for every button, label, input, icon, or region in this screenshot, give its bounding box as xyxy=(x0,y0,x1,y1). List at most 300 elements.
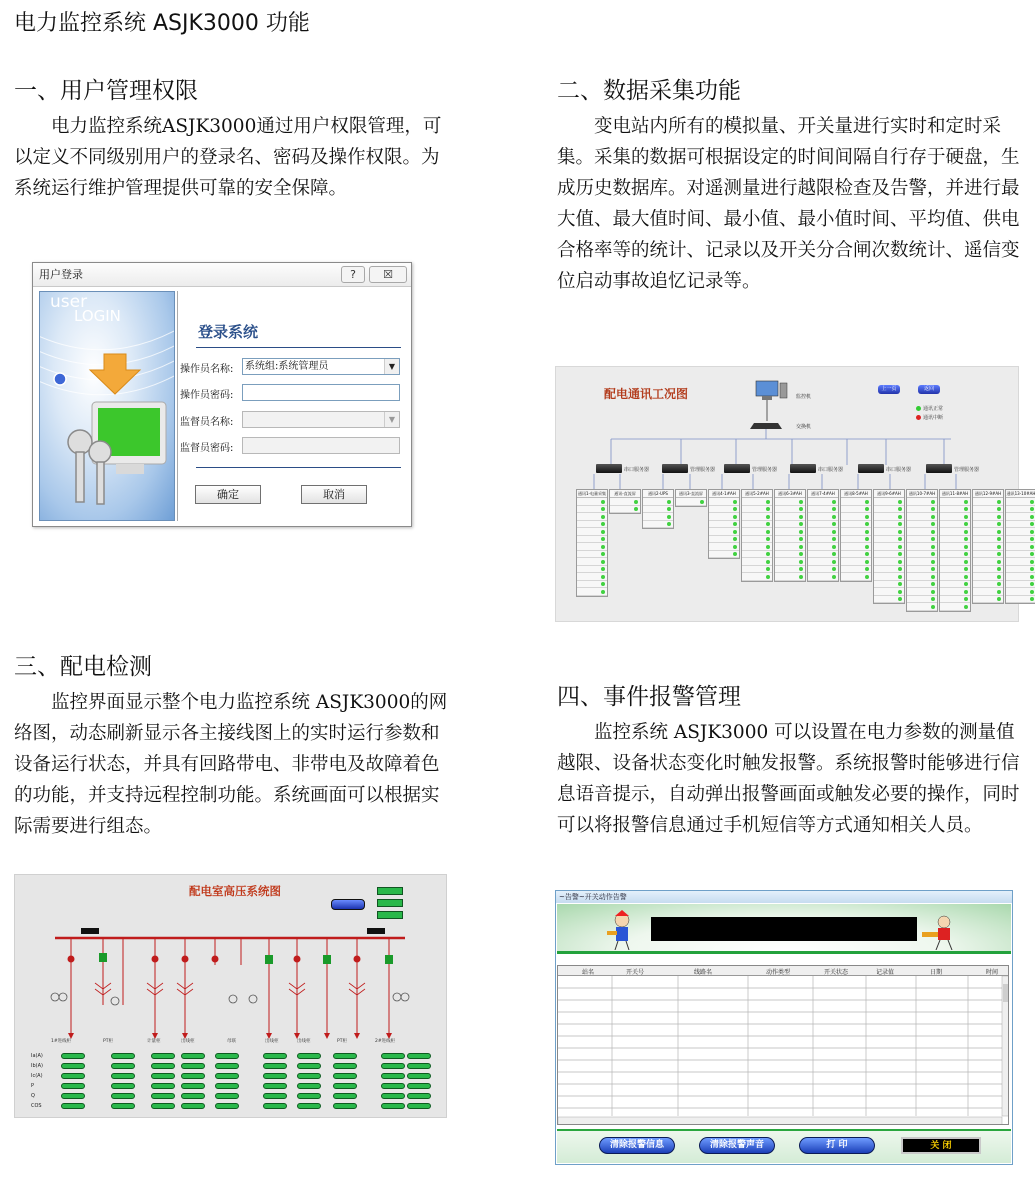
comm-device-row xyxy=(841,521,871,529)
alarm-table[interactable] xyxy=(557,965,1009,1125)
hv-value-pill xyxy=(407,1083,431,1089)
comm-device-row xyxy=(775,506,805,514)
section4-paragraph: 监控系统 ASJK3000 可以设置在电力参数的测量值越限、设备状态变化时触发报警。系统报警时能够进行信息语音提示，自动弹出报警画面或触发必要的操作，同时可以将报警信息通过手机短信等方式通知相关人员。 xyxy=(557,722,1020,836)
comm-device-row xyxy=(907,558,937,566)
comm-device-row xyxy=(1006,573,1035,581)
comm-device-row xyxy=(742,551,772,559)
comm-device-row xyxy=(841,498,871,506)
section2-heading: 二、数据采集功能 xyxy=(557,78,741,104)
gateway-1 xyxy=(596,464,622,473)
comm-device-row xyxy=(577,566,607,574)
gateway-label: 管理服务器 xyxy=(690,467,716,473)
comm-column-header: 通讯5-2#AH xyxy=(742,490,772,498)
section1-heading: 一、用户管理权限 xyxy=(14,78,198,104)
comm-device-row xyxy=(907,536,937,544)
comm-device-row xyxy=(1006,566,1035,574)
hv-value-pill xyxy=(151,1093,175,1099)
comm-device-row xyxy=(874,528,904,536)
comm-device-row xyxy=(907,521,937,529)
hv-row-label: COS xyxy=(31,1103,42,1109)
comm-device-row xyxy=(973,588,1003,596)
hv-value-pill xyxy=(297,1073,321,1079)
comm-device-column xyxy=(675,489,707,507)
comm-device-row xyxy=(907,528,937,536)
login-heading: 登录系统 xyxy=(198,323,259,341)
comm-device-row xyxy=(1006,558,1035,566)
comm-column-header: 通讯-直流屏 xyxy=(610,490,640,498)
hv-value-pill xyxy=(333,1083,357,1089)
comm-device-row xyxy=(709,506,739,514)
hv-row-label: Ia(A) xyxy=(31,1053,43,1059)
comm-device-row xyxy=(907,513,937,521)
hv-value-pill xyxy=(215,1103,239,1109)
comm-device-row xyxy=(643,521,673,529)
comm-device-row xyxy=(742,543,772,551)
legend-normal-label: 通讯正常 xyxy=(923,406,944,412)
hv-title: 配电室高压系统图 xyxy=(189,884,281,898)
comm-device-row xyxy=(577,573,607,581)
gateway-label: 串口服务器 xyxy=(886,467,912,473)
comm-switch-label: 交换机 xyxy=(796,424,812,430)
gateway-label: 串口服务器 xyxy=(818,467,844,473)
comm-device-row xyxy=(1006,536,1035,544)
chevron-down-icon[interactable]: ▼ xyxy=(384,412,399,427)
hv-column-label: 母联 xyxy=(227,1039,236,1044)
comm-device-row xyxy=(907,596,937,604)
operator-name-label: 操作员名称: xyxy=(180,364,234,375)
comm-device-row xyxy=(973,513,1003,521)
comm-device-row xyxy=(709,528,739,536)
comm-device-row xyxy=(940,588,970,596)
section3-paragraph: 监控界面显示整个电力监控系统 ASJK3000的网络图，动态刷新显示各主接线图上的实时运行参数和设备运行状态，并具有回路带电、非带电及故障着色的功能，并支持远程控制功能。系统画面可以根据实际需要进行组态。 xyxy=(14,692,448,837)
comm-device-column xyxy=(906,489,938,612)
comm-device-row xyxy=(577,498,607,506)
hv-value-pill xyxy=(151,1063,175,1069)
comm-device-row xyxy=(973,596,1003,604)
hv-column-label: 1#进线柜 xyxy=(51,1039,72,1044)
hv-value-pill xyxy=(181,1103,205,1109)
gateway-label: 管理服务器 xyxy=(954,467,980,473)
hv-value-pill xyxy=(263,1083,287,1089)
comm-device-row xyxy=(709,536,739,544)
clear-alarm-sound-button[interactable]: 清除报警声音 xyxy=(699,1137,775,1154)
hv-value-pill xyxy=(297,1063,321,1069)
section3-text xyxy=(14,687,448,842)
comm-device-row xyxy=(742,498,772,506)
comm-device-row xyxy=(940,558,970,566)
hv-value-pill xyxy=(263,1063,287,1069)
comm-device-row xyxy=(742,558,772,566)
comm-device-row xyxy=(775,566,805,574)
comm-column-header: 通讯8-5#AH xyxy=(841,490,871,498)
comm-device-row xyxy=(940,506,970,514)
comm-device-row xyxy=(874,536,904,544)
hv-value-pill xyxy=(297,1093,321,1099)
hv-value-pill xyxy=(111,1083,135,1089)
comm-device-row xyxy=(907,498,937,506)
login-titlebar xyxy=(33,263,411,287)
hv-value-pill xyxy=(333,1073,357,1079)
hv-value-pill xyxy=(333,1103,357,1109)
legend-fault-label: 通讯中断 xyxy=(923,415,944,421)
section2-text xyxy=(557,111,1022,297)
hv-row-label: P xyxy=(31,1083,35,1089)
comm-title: 配电通讯工况图 xyxy=(604,387,689,401)
hv-value-pill xyxy=(61,1083,85,1089)
comm-device-row xyxy=(874,558,904,566)
alarm-col-header: 开关状态 xyxy=(824,969,849,976)
comm-device-row xyxy=(1006,551,1035,559)
hv-column-label: PT柜 xyxy=(337,1039,347,1044)
section4-heading: 四、事件报警管理 xyxy=(557,684,741,710)
comm-device-column xyxy=(939,489,971,612)
comm-pc-label: 监控机 xyxy=(796,394,812,400)
hv-value-pill xyxy=(61,1073,85,1079)
gateway-2 xyxy=(662,464,688,473)
comm-device-row xyxy=(577,528,607,536)
comm-device-row xyxy=(973,566,1003,574)
comm-device-row xyxy=(775,543,805,551)
hv-value-pill xyxy=(111,1073,135,1079)
hv-value-pill xyxy=(181,1083,205,1089)
alarm-window-title: ~告警~开关动作告警 xyxy=(556,891,1012,903)
comm-device-row xyxy=(940,573,970,581)
supervisor-password-input[interactable] xyxy=(242,437,400,454)
comm-device-row xyxy=(808,551,838,559)
comm-device-row xyxy=(1006,581,1035,589)
hv-value-pill xyxy=(333,1093,357,1099)
login-divider-top xyxy=(196,347,401,348)
comm-device-row xyxy=(775,498,805,506)
hv-value-pill xyxy=(381,1083,405,1089)
comm-device-row xyxy=(808,513,838,521)
comm-device-row xyxy=(841,513,871,521)
close-alarm-button[interactable]: 关 闭 xyxy=(901,1137,981,1154)
comm-device-row xyxy=(808,506,838,514)
comm-device-row xyxy=(907,573,937,581)
hv-value-pill xyxy=(407,1073,431,1079)
comm-device-row xyxy=(577,536,607,544)
hv-value-pill xyxy=(61,1093,85,1099)
gateway-5 xyxy=(858,464,884,473)
alarm-footer xyxy=(557,1129,1011,1163)
comm-column-header: 通讯1-电量采集 xyxy=(578,491,606,496)
comm-device-row xyxy=(610,506,640,514)
hv-value-pill xyxy=(61,1053,85,1059)
comm-device-row xyxy=(808,521,838,529)
hv-value-pill xyxy=(151,1053,175,1059)
hv-value-pill xyxy=(333,1063,357,1069)
hv-value-pill xyxy=(61,1063,85,1069)
comm-device-row xyxy=(874,573,904,581)
alarm-col-header: 动作类型 xyxy=(766,969,791,976)
print-button[interactable]: 打 印 xyxy=(799,1137,875,1154)
comm-device-row xyxy=(808,543,838,551)
comm-device-row xyxy=(874,588,904,596)
hv-value-pill xyxy=(111,1053,135,1059)
gateway-label: 管理服务器 xyxy=(752,467,778,473)
comm-device-row xyxy=(1006,596,1035,604)
alarm-clown-left-icon xyxy=(607,910,637,950)
comm-device-row xyxy=(577,543,607,551)
comm-device-row xyxy=(676,498,706,506)
comm-device-row xyxy=(940,543,970,551)
alarm-col-header: 线路名 xyxy=(694,969,713,976)
comm-device-row xyxy=(940,536,970,544)
comm-device-row xyxy=(577,506,607,514)
comm-device-row xyxy=(808,498,838,506)
comm-column-header: 通讯12-9#AH xyxy=(974,491,1002,496)
hv-column-label: 出线柜 xyxy=(181,1039,195,1044)
comm-device-row xyxy=(907,543,937,551)
hv-value-pill xyxy=(407,1053,431,1059)
hv-row-label: Q xyxy=(31,1093,35,1099)
comm-device-row xyxy=(577,581,607,589)
comm-device-row xyxy=(973,551,1003,559)
hv-row-label: Ic(A) xyxy=(31,1073,43,1079)
comm-device-column xyxy=(708,489,740,559)
alarm-col-header: 开关号 xyxy=(626,969,645,976)
comm-device-row xyxy=(874,506,904,514)
hv-value-pill xyxy=(215,1083,239,1089)
comm-device-row xyxy=(907,588,937,596)
comm-device-row xyxy=(841,558,871,566)
comm-device-row xyxy=(808,528,838,536)
close-icon[interactable]: ☒ xyxy=(369,266,407,283)
comm-device-row xyxy=(874,566,904,574)
comm-device-row xyxy=(1006,528,1035,536)
login-dialog xyxy=(32,262,412,527)
help-icon[interactable]: ? xyxy=(341,266,365,283)
comm-device-row xyxy=(775,513,805,521)
hv-value-pill xyxy=(111,1103,135,1109)
alarm-col-header: 记录值 xyxy=(876,969,895,976)
comm-device-row xyxy=(973,528,1003,536)
hv-value-pill xyxy=(407,1063,431,1069)
hv-value-pill xyxy=(381,1053,405,1059)
hv-value-pill xyxy=(297,1103,321,1109)
comm-device-row xyxy=(742,536,772,544)
hv-value-pill xyxy=(181,1053,205,1059)
operator-password-label: 操作员密码: xyxy=(180,390,234,401)
gateway-4 xyxy=(790,464,816,473)
operator-name-select[interactable] xyxy=(242,358,400,375)
comm-device-row xyxy=(940,566,970,574)
comm-column-header: 通讯6-3#AH xyxy=(775,490,805,498)
comm-device-row xyxy=(1006,498,1035,506)
comm-device-row xyxy=(841,506,871,514)
comm-device-row xyxy=(775,536,805,544)
comm-device-row xyxy=(841,528,871,536)
comm-device-row xyxy=(874,498,904,506)
comm-device-row xyxy=(709,498,739,506)
comm-prev-button[interactable]: 上一页 xyxy=(878,385,900,394)
hv-value-pill xyxy=(297,1083,321,1089)
comm-device-row xyxy=(907,581,937,589)
comm-device-row xyxy=(643,506,673,514)
comm-device-row xyxy=(973,506,1003,514)
hv-value-pill xyxy=(215,1073,239,1079)
hv-column-label: 计量柜 xyxy=(147,1039,161,1044)
comm-device-row xyxy=(577,551,607,559)
comm-device-row xyxy=(940,603,970,611)
comm-column-header: 通讯10-7#AH xyxy=(908,491,936,496)
comm-device-row xyxy=(874,596,904,604)
supervisor-name-select[interactable] xyxy=(242,411,400,428)
operator-name-value: 系统组:系统管理员 xyxy=(245,361,329,372)
comm-device-row xyxy=(907,603,937,611)
comm-device-row xyxy=(907,566,937,574)
hv-system-diagram xyxy=(14,874,447,1118)
comm-device-row xyxy=(973,536,1003,544)
alarm-clown-right-icon xyxy=(922,914,956,950)
hv-value-pill xyxy=(381,1103,405,1109)
comm-device-row xyxy=(742,506,772,514)
hv-value-pill xyxy=(151,1083,175,1089)
hv-value-pill xyxy=(111,1063,135,1069)
supervisor-name-label: 监督员名称: xyxy=(180,417,234,428)
comm-device-column xyxy=(840,489,872,582)
comm-device-row xyxy=(1006,513,1035,521)
comm-device-row xyxy=(643,513,673,521)
comm-device-row xyxy=(841,543,871,551)
comm-device-column xyxy=(774,489,806,582)
hv-value-pill xyxy=(263,1073,287,1079)
hv-value-pill xyxy=(181,1063,205,1069)
comm-device-row xyxy=(775,528,805,536)
comm-device-row xyxy=(940,551,970,559)
comm-device-column xyxy=(741,489,773,582)
comm-column-header: 通讯3-直流屏 xyxy=(676,490,706,498)
hv-column-label: 出线柜 xyxy=(265,1039,279,1044)
hv-value-pill xyxy=(333,1053,357,1059)
hv-value-pill xyxy=(111,1093,135,1099)
section1-text xyxy=(14,111,448,204)
comm-device-row xyxy=(973,573,1003,581)
alarm-col-header: 日期 xyxy=(930,969,943,976)
hv-column-label: PT柜 xyxy=(103,1039,113,1044)
comm-device-column xyxy=(972,489,1004,604)
comm-device-column xyxy=(1005,489,1035,604)
comm-device-row xyxy=(808,573,838,581)
comm-device-row xyxy=(973,558,1003,566)
hv-value-pill xyxy=(215,1053,239,1059)
comm-column-header: 通讯11-8#AH xyxy=(941,491,969,496)
alarm-table-header xyxy=(558,966,1008,976)
comm-device-row xyxy=(973,581,1003,589)
hv-value-pill xyxy=(215,1093,239,1099)
hv-column-label: 2#进线柜 xyxy=(375,1039,396,1044)
chevron-down-icon[interactable]: ▼ xyxy=(384,359,399,374)
clear-alarm-info-button[interactable]: 清除报警信息 xyxy=(599,1137,675,1154)
hv-value-pill xyxy=(181,1093,205,1099)
hv-column-label: 出线柜 xyxy=(297,1039,311,1044)
comm-device-row xyxy=(742,521,772,529)
hv-value-pill xyxy=(297,1053,321,1059)
comm-device-row xyxy=(808,566,838,574)
comm-column-header: 通讯2-UPS xyxy=(643,490,673,498)
login-cancel-button[interactable]: 取消 xyxy=(301,485,367,504)
comm-device-row xyxy=(841,551,871,559)
comm-device-row xyxy=(610,498,640,506)
comm-device-row xyxy=(907,506,937,514)
comm-device-row xyxy=(1006,521,1035,529)
gateway-label: 串口服务器 xyxy=(624,467,650,473)
comm-device-row xyxy=(874,543,904,551)
login-banner-art xyxy=(40,292,175,521)
login-logo-user: user xyxy=(50,292,88,312)
hv-value-pill xyxy=(151,1073,175,1079)
hv-row-label: Ib(A) xyxy=(31,1063,43,1069)
comm-device-row xyxy=(940,528,970,536)
comm-device-row xyxy=(742,573,772,581)
comm-device-column xyxy=(807,489,839,582)
comm-device-row xyxy=(907,551,937,559)
comm-device-row xyxy=(808,558,838,566)
comm-device-row xyxy=(973,543,1003,551)
alarm-message-display xyxy=(651,917,917,941)
login-banner xyxy=(39,291,175,521)
comm-column-header: 通讯4-1#AH xyxy=(709,490,739,498)
comm-device-row xyxy=(940,498,970,506)
comm-device-row xyxy=(709,543,739,551)
comm-device-row xyxy=(742,528,772,536)
hv-value-pill xyxy=(263,1103,287,1109)
comm-device-column xyxy=(576,489,608,597)
hv-value-pill xyxy=(61,1103,85,1109)
comm-device-row xyxy=(940,596,970,604)
comm-device-row xyxy=(577,558,607,566)
comm-device-row xyxy=(709,551,739,559)
hv-value-pill xyxy=(407,1103,431,1109)
comm-device-row xyxy=(742,566,772,574)
section4-text xyxy=(557,717,1022,841)
comm-device-row xyxy=(940,521,970,529)
comm-column-header: 通讯9-6#AH xyxy=(874,490,904,498)
comm-device-column xyxy=(642,489,674,529)
comm-device-row xyxy=(742,513,772,521)
login-ok-button[interactable]: 确定 xyxy=(195,485,261,504)
hv-value-pill xyxy=(181,1073,205,1079)
alarm-col-header: 时间 xyxy=(986,969,999,976)
comm-device-row xyxy=(973,521,1003,529)
comm-device-row xyxy=(940,581,970,589)
login-window-title: 用户登录 xyxy=(39,268,83,281)
alarm-table-grid xyxy=(558,976,1009,1125)
comm-device-row xyxy=(940,513,970,521)
comm-device-column xyxy=(609,489,641,514)
comm-device-row xyxy=(577,588,607,596)
section3-heading: 三、配电检测 xyxy=(14,654,152,680)
comm-device-row xyxy=(577,513,607,521)
login-divider-bottom xyxy=(196,467,401,468)
hv-value-pill xyxy=(263,1053,287,1059)
hv-value-pill xyxy=(215,1063,239,1069)
comm-device-row xyxy=(1006,506,1035,514)
comm-device-row xyxy=(808,536,838,544)
comm-device-row xyxy=(841,566,871,574)
operator-password-input[interactable] xyxy=(242,384,400,401)
comm-device-row xyxy=(1006,588,1035,596)
comm-column-header: 通讯7-4#AH xyxy=(808,490,838,498)
alarm-col-header: 站名 xyxy=(582,969,595,976)
comm-device-row xyxy=(577,521,607,529)
comm-device-row xyxy=(874,521,904,529)
comm-device-column xyxy=(873,489,905,604)
comm-device-row xyxy=(874,581,904,589)
comm-device-row xyxy=(775,558,805,566)
comm-back-button[interactable]: 返回 xyxy=(918,385,940,394)
